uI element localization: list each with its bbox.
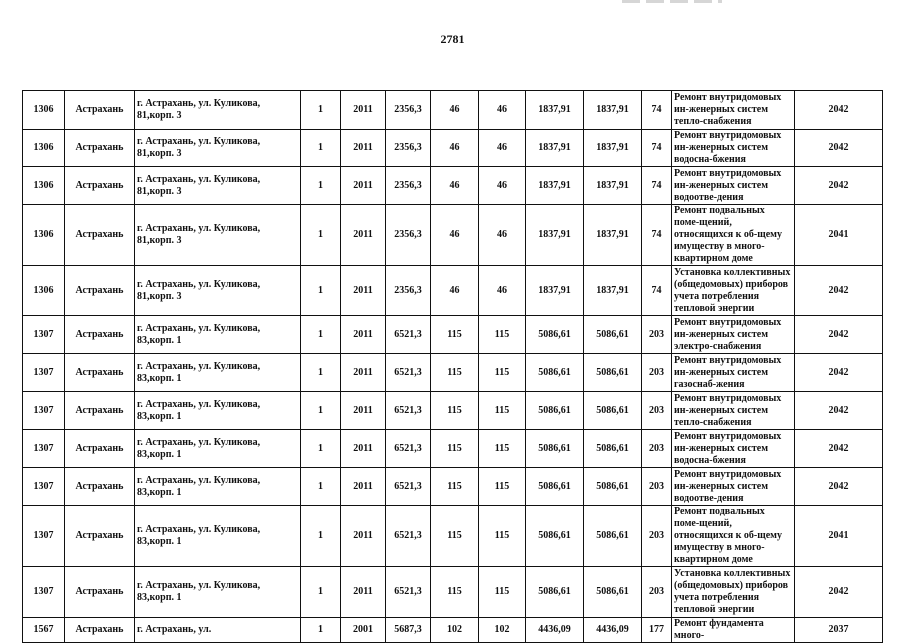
cell-value-b: 115 (479, 430, 526, 468)
cell-house-id: 1306 (23, 266, 65, 316)
table-row (23, 430, 883, 468)
cell-amount-b: 4436,09 (584, 618, 642, 643)
cell-planned-year: 2042 (795, 316, 883, 354)
table-row (23, 130, 883, 167)
cell-work-type: Ремонт внутридомовых ин-женерных систем водосна-бжения (672, 130, 795, 167)
cell-amount-b: 1837,91 (584, 205, 642, 266)
cell-house-id: 1307 (23, 506, 65, 567)
cell-value-b: 115 (479, 354, 526, 392)
cell-value-a: 46 (431, 167, 479, 205)
cell-work-type: Ремонт внутридомовых ин-женерных систем электро-снабжения (672, 316, 795, 354)
cell-area: 6521,3 (386, 468, 431, 506)
cell-area: 6521,3 (386, 567, 431, 618)
cell-year: 2011 (341, 392, 386, 430)
cell-amount-a: 1837,91 (526, 266, 584, 316)
cell-residents: 74 (642, 205, 672, 266)
cell-planned-year: 2042 (795, 130, 883, 167)
cell-house-id: 1307 (23, 567, 65, 618)
cell-value-a: 115 (431, 430, 479, 468)
cell-address: г. Астрахань, ул. Куликова, 83,корп. 1 (135, 567, 301, 618)
cell-amount-b: 5086,61 (584, 354, 642, 392)
cell-amount-a: 1837,91 (526, 205, 584, 266)
cell-house-id: 1307 (23, 392, 65, 430)
cell-value-b: 102 (479, 618, 526, 643)
cell-city: Астрахань (65, 205, 135, 266)
cell-count: 1 (301, 430, 341, 468)
cell-work-type: Ремонт подвальных поме-щений, относящихся к об-щему имуществу в много-квартирном доме (672, 506, 795, 567)
cell-area: 6521,3 (386, 354, 431, 392)
cell-planned-year: 2041 (795, 506, 883, 567)
cell-house-id: 1307 (23, 354, 65, 392)
cell-value-b: 115 (479, 506, 526, 567)
cell-address: г. Астрахань, ул. Куликова, 81,корп. 3 (135, 205, 301, 266)
cell-planned-year: 2042 (795, 392, 883, 430)
cell-address: г. Астрахань, ул. Куликова, 81,корп. 3 (135, 266, 301, 316)
cell-address: г. Астрахань, ул. Куликова, 81,корп. 3 (135, 167, 301, 205)
cell-city: Астрахань (65, 430, 135, 468)
cell-year: 2011 (341, 266, 386, 316)
cell-value-b: 46 (479, 205, 526, 266)
cell-year: 2001 (341, 618, 386, 643)
cell-year: 2011 (341, 205, 386, 266)
cell-amount-b: 1837,91 (584, 167, 642, 205)
cell-year: 2011 (341, 354, 386, 392)
cell-work-type: Ремонт внутридомовых ин-женерных систем водоотве-дения (672, 468, 795, 506)
cell-planned-year: 2042 (795, 430, 883, 468)
cell-house-id: 1306 (23, 205, 65, 266)
cell-work-type: Ремонт фундамента много- (672, 618, 795, 643)
cell-value-b: 115 (479, 468, 526, 506)
cell-planned-year: 2042 (795, 354, 883, 392)
cell-residents: 74 (642, 91, 672, 130)
cell-value-a: 115 (431, 392, 479, 430)
cell-address: г. Астрахань, ул. Куликова, 83,корп. 1 (135, 392, 301, 430)
cell-residents: 203 (642, 430, 672, 468)
cell-amount-a: 4436,09 (526, 618, 584, 643)
cell-residents: 203 (642, 354, 672, 392)
cell-value-b: 115 (479, 567, 526, 618)
cell-count: 1 (301, 392, 341, 430)
cell-planned-year: 2042 (795, 567, 883, 618)
cell-work-type: Установка коллективных (общедомовых) приборов учета потребления тепловой энергии (672, 266, 795, 316)
cell-count: 1 (301, 354, 341, 392)
cell-value-a: 115 (431, 354, 479, 392)
cell-address: г. Астрахань, ул. (135, 618, 301, 643)
cell-year: 2011 (341, 506, 386, 567)
cell-amount-b: 5086,61 (584, 316, 642, 354)
table-row (23, 316, 883, 354)
cell-amount-a: 5086,61 (526, 567, 584, 618)
cell-amount-b: 5086,61 (584, 468, 642, 506)
register-table (22, 90, 883, 643)
cell-area: 5687,3 (386, 618, 431, 643)
cell-address: г. Астрахань, ул. Куликова, 83,корп. 1 (135, 316, 301, 354)
cell-amount-a: 5086,61 (526, 354, 584, 392)
cell-house-id: 1567 (23, 618, 65, 643)
cell-city: Астрахань (65, 567, 135, 618)
cell-value-b: 46 (479, 130, 526, 167)
cell-value-a: 115 (431, 316, 479, 354)
cell-year: 2011 (341, 430, 386, 468)
cell-residents: 203 (642, 468, 672, 506)
cell-planned-year: 2042 (795, 468, 883, 506)
cell-count: 1 (301, 205, 341, 266)
cell-year: 2011 (341, 316, 386, 354)
cell-amount-b: 5086,61 (584, 430, 642, 468)
scan-artifact (622, 0, 722, 3)
cell-value-a: 46 (431, 130, 479, 167)
cell-amount-a: 1837,91 (526, 167, 584, 205)
cell-city: Астрахань (65, 266, 135, 316)
register-body (23, 91, 883, 643)
cell-amount-b: 1837,91 (584, 130, 642, 167)
cell-work-type: Ремонт подвальных поме-щений, относящихся к об-щему имуществу в много-квартирном доме (672, 205, 795, 266)
cell-area: 2356,3 (386, 130, 431, 167)
cell-count: 1 (301, 167, 341, 205)
cell-amount-b: 5086,61 (584, 567, 642, 618)
cell-area: 2356,3 (386, 205, 431, 266)
cell-amount-a: 1837,91 (526, 130, 584, 167)
cell-residents: 74 (642, 266, 672, 316)
cell-city: Астрахань (65, 468, 135, 506)
cell-count: 1 (301, 130, 341, 167)
cell-residents: 177 (642, 618, 672, 643)
cell-residents: 203 (642, 316, 672, 354)
cell-area: 2356,3 (386, 167, 431, 205)
cell-city: Астрахань (65, 506, 135, 567)
cell-year: 2011 (341, 167, 386, 205)
cell-city: Астрахань (65, 618, 135, 643)
cell-work-type: Ремонт внутридомовых ин-женерных систем газоснаб-жения (672, 354, 795, 392)
cell-work-type: Ремонт внутридомовых ин-женерных систем водосна-бжения (672, 430, 795, 468)
cell-city: Астрахань (65, 130, 135, 167)
cell-value-a: 115 (431, 567, 479, 618)
cell-amount-a: 1837,91 (526, 91, 584, 130)
cell-house-id: 1306 (23, 167, 65, 205)
table-row (23, 91, 883, 130)
cell-amount-a: 5086,61 (526, 316, 584, 354)
cell-area: 6521,3 (386, 392, 431, 430)
table-row (23, 167, 883, 205)
cell-count: 1 (301, 266, 341, 316)
page-number: 2781 (440, 32, 465, 46)
cell-planned-year: 2041 (795, 205, 883, 266)
table-row (23, 354, 883, 392)
table-row (23, 567, 883, 618)
cell-house-id: 1306 (23, 91, 65, 130)
cell-area: 2356,3 (386, 91, 431, 130)
cell-work-type: Установка коллективных (общедомовых) приборов учета потребления тепловой энергии (672, 567, 795, 618)
cell-area: 6521,3 (386, 506, 431, 567)
cell-address: г. Астрахань, ул. Куликова, 83,корп. 1 (135, 354, 301, 392)
cell-planned-year: 2042 (795, 91, 883, 130)
cell-work-type: Ремонт внутридомовых ин-женерных систем тепло-снабжения (672, 91, 795, 130)
cell-value-a: 46 (431, 266, 479, 316)
cell-work-type: Ремонт внутридомовых ин-женерных систем тепло-снабжения (672, 392, 795, 430)
cell-area: 6521,3 (386, 430, 431, 468)
cell-amount-a: 5086,61 (526, 392, 584, 430)
cell-area: 6521,3 (386, 316, 431, 354)
cell-amount-a: 5086,61 (526, 468, 584, 506)
cell-city: Астрахань (65, 167, 135, 205)
cell-amount-b: 5086,61 (584, 392, 642, 430)
cell-amount-b: 5086,61 (584, 506, 642, 567)
cell-house-id: 1307 (23, 468, 65, 506)
table-row (23, 506, 883, 567)
cell-count: 1 (301, 506, 341, 567)
cell-year: 2011 (341, 567, 386, 618)
cell-amount-b: 1837,91 (584, 266, 642, 316)
cell-city: Астрахань (65, 354, 135, 392)
table-row (23, 618, 883, 643)
cell-count: 1 (301, 316, 341, 354)
table-row (23, 266, 883, 316)
cell-address: г. Астрахань, ул. Куликова, 81,корп. 3 (135, 91, 301, 130)
cell-amount-a: 5086,61 (526, 430, 584, 468)
cell-year: 2011 (341, 468, 386, 506)
cell-year: 2011 (341, 91, 386, 130)
table-row (23, 392, 883, 430)
cell-value-a: 46 (431, 91, 479, 130)
cell-value-b: 115 (479, 316, 526, 354)
cell-residents: 203 (642, 392, 672, 430)
cell-address: г. Астрахань, ул. Куликова, 83,корп. 1 (135, 506, 301, 567)
cell-residents: 203 (642, 506, 672, 567)
cell-count: 1 (301, 468, 341, 506)
table-row (23, 468, 883, 506)
cell-residents: 203 (642, 567, 672, 618)
cell-value-b: 115 (479, 392, 526, 430)
cell-value-a: 115 (431, 506, 479, 567)
cell-work-type: Ремонт внутридомовых ин-женерных систем водоотве-дения (672, 167, 795, 205)
cell-value-a: 46 (431, 205, 479, 266)
cell-amount-b: 1837,91 (584, 91, 642, 130)
cell-city: Астрахань (65, 316, 135, 354)
cell-value-b: 46 (479, 167, 526, 205)
cell-value-b: 46 (479, 266, 526, 316)
table-row (23, 205, 883, 266)
cell-planned-year: 2042 (795, 266, 883, 316)
cell-residents: 74 (642, 130, 672, 167)
cell-address: г. Астрахань, ул. Куликова, 83,корп. 1 (135, 468, 301, 506)
cell-value-b: 46 (479, 91, 526, 130)
cell-area: 2356,3 (386, 266, 431, 316)
cell-count: 1 (301, 618, 341, 643)
cell-residents: 74 (642, 167, 672, 205)
cell-value-a: 115 (431, 468, 479, 506)
cell-planned-year: 2037 (795, 618, 883, 643)
cell-planned-year: 2042 (795, 167, 883, 205)
cell-count: 1 (301, 91, 341, 130)
cell-address: г. Астрахань, ул. Куликова, 81,корп. 3 (135, 130, 301, 167)
cell-value-a: 102 (431, 618, 479, 643)
cell-house-id: 1306 (23, 130, 65, 167)
cell-house-id: 1307 (23, 430, 65, 468)
cell-address: г. Астрахань, ул. Куликова, 83,корп. 1 (135, 430, 301, 468)
cell-city: Астрахань (65, 392, 135, 430)
cell-amount-a: 5086,61 (526, 506, 584, 567)
cell-year: 2011 (341, 130, 386, 167)
cell-house-id: 1307 (23, 316, 65, 354)
cell-city: Астрахань (65, 91, 135, 130)
cell-count: 1 (301, 567, 341, 618)
